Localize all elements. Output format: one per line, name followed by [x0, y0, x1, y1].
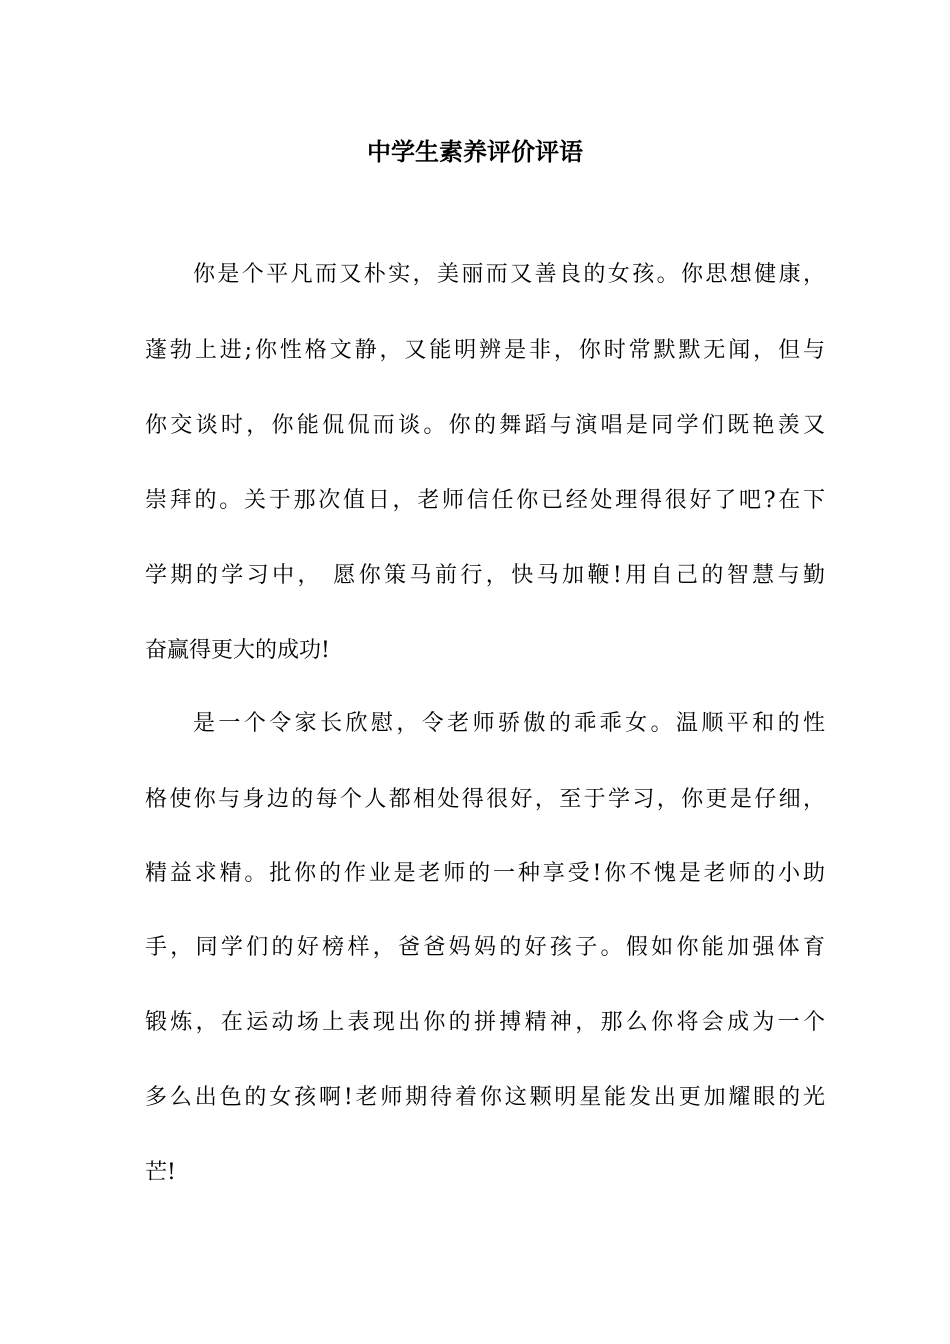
- paragraph-line: 格使你与身边的每个人都相处得很好，至于学习，你更是仔细，: [145, 787, 825, 812]
- paragraph-line: 锻炼，在运动场上表现出你的拼搏精神，那么你将会成为一个: [145, 1010, 825, 1035]
- paragraph-line: 手，同学们的好榜样，爸爸妈妈的好孩子。假如你能加强体育: [145, 935, 825, 960]
- paragraph-line: 学期的学习中， 愿你策马前行，快马加鞭!用自己的智慧与勤: [145, 563, 825, 588]
- paragraph-line: 奋赢得更大的成功!: [145, 638, 330, 663]
- paragraph-line: 多么出色的女孩啊!老师期待着你这颗明星能发出更加耀眼的光: [145, 1085, 825, 1110]
- paragraph-line: 精益求精。批你的作业是老师的一种享受!你不愧是老师的小助: [145, 861, 825, 886]
- document-title: 中学生素养评价评语: [367, 137, 583, 166]
- paragraph-line: 你交谈时，你能侃侃而谈。你的舞蹈与演唱是同学们既艳羡又: [145, 413, 825, 438]
- paragraph-line: 蓬勃上进;你性格文静，又能明辨是非，你时常默默无闻，但与: [145, 338, 825, 363]
- paragraph-line: 是一个令家长欣慰，令老师骄傲的乖乖女。温顺平和的性: [193, 711, 825, 736]
- paragraph-line: 你是个平凡而又朴实，美丽而又善良的女孩。你思想健康，: [193, 262, 825, 287]
- paragraph-line: 芒!: [145, 1160, 176, 1185]
- paragraph-line: 崇拜的。关于那次值日，老师信任你已经处理得很好了吧?在下: [145, 488, 825, 513]
